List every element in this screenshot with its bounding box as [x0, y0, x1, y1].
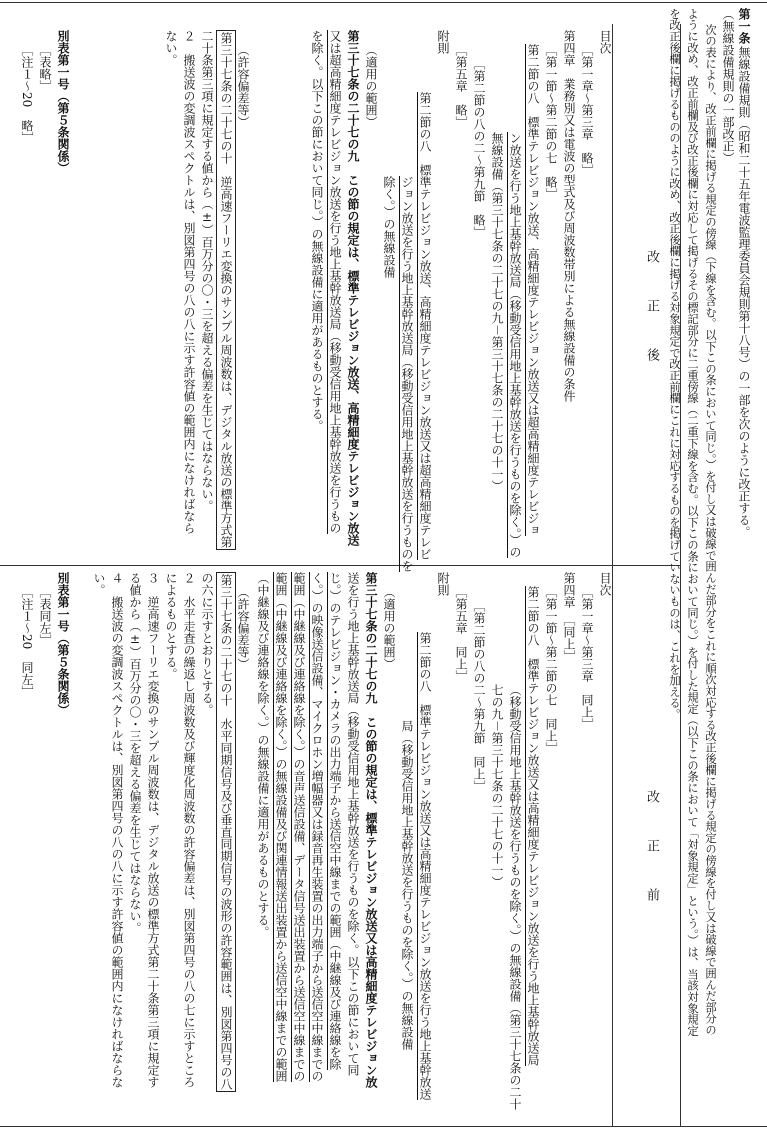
intro-line-3: を改正後欄に掲げるもののように改め、改正後欄に掲げる対象規定で改正前欄にこれに対応するものを掲げていないものは、これを加える。	[668, 8, 681, 720]
before-art-9-cont6: （中継線及び連絡線を除く。）の無線設備に適用があるものとする。	[256, 572, 270, 938]
before-appendix: 別表第一号（第５条関係）	[56, 572, 70, 716]
before-toc-chap1-3: ［第一章～第三章 同上］	[580, 586, 594, 730]
after-toc-chap5: ［第五章 略］	[454, 44, 468, 128]
before-heading-tolerance: （許容偏差等）	[236, 586, 250, 670]
after-art-10-para2-cont: ない。	[164, 30, 178, 66]
after-art-10: 第三十七条の二十七の十 逆高速フーリエ変換のサンプル周波数は、デジタル放送の標準方式第	[216, 30, 236, 550]
after-art-10-para2: ２ 搬送波の変調波スペクトルは、別図第四号の八の八に示す許容値の範囲内になければなら	[182, 30, 196, 534]
intro-line-1: 次の表により、改正前欄に掲げる規定の傍線（下線を含む。以下この条において同じ。）を付し又は破線で囲んだ部分をこれに順次対応する改正後欄に掲げる規定の傍線を付し又は破線で囲んだ部分の	[704, 24, 717, 1036]
before-art-9-cont3: く。）の映像送信設備、マイクロホン増幅器又は録音再生装置の出力端子から送信空中線までの	[310, 572, 324, 1082]
before-art-10: 第三十七条の二十七の十 水平同期信号及び垂直同期信号の波形の許容範囲は、別図第四号の八	[216, 572, 236, 1092]
header-after: 改正後	[644, 250, 659, 397]
after-appendix-notes: ［注１～20 略］	[20, 44, 34, 144]
after-toc-sec2-8: 第二節の八 標準テレビジョン放送、高精細度テレビジョン放送又は超高精細度テレビジョ	[526, 44, 540, 536]
intro-line-2: ように改め、改正前欄及び改正後欄に対応して掲げるその標記部分に二重傍線（二重下線を含む。以下この条において同じ。）を付した規定（以下この条において「対象規定」という。）は、当該対象規定	[686, 8, 699, 1037]
after-appendix: 別表第一号（第５条関係）	[56, 30, 70, 174]
before-appendix-notes: ［注１～20 同左］	[20, 586, 34, 698]
bottom-border	[0, 1126, 767, 1127]
intro-article-label: 第一条	[737, 8, 751, 44]
after-art-9-body: 第三十七条の二十七の九 この節の規定は、標準テレビジョン放送、高精細度テレビジョン放送	[346, 30, 360, 546]
after-toc-label: 目次	[598, 30, 612, 54]
after-sec-title-3: 除く。）の無線設備	[382, 176, 396, 278]
after-sec-title-2: ジョン放送を行う地上基幹放送局（移動受信用地上基幹放送を行うものを	[400, 176, 414, 572]
before-toc-chap5: ［第五章 同上］	[454, 586, 468, 682]
before-toc-sec2-8: 第二節の八 標準テレビジョン放送又は高精細度テレビジョン放送を行う地上基幹放送局	[526, 586, 540, 1066]
after-sec-title: 第二節の八 標準テレビジョン放送、高精細度テレビジョン放送又は超高精細度テレビ	[418, 92, 432, 560]
after-toc-chap1-3: ［第一章～第三章 略］	[580, 44, 594, 176]
before-art-9-cont5: 範囲（中継線及び連絡線を除く。）の無線設備及び関連情報送出装置から送信空中線までの範囲	[274, 572, 288, 1082]
table-middle-divider	[0, 565, 680, 566]
after-heading-scope: （適用の範囲）	[364, 44, 378, 128]
before-appendix-table: ［表同左］	[38, 586, 52, 646]
before-art-10-cont: の六に示すとおりとする。	[200, 572, 214, 716]
before-heading-scope: （適用の範囲）	[382, 586, 396, 670]
after-art-9-cont2: を除く。以下この節において同じ。）の無線設備に適用があるものとする。	[310, 30, 324, 432]
after-supp: 附則	[436, 30, 450, 54]
intro-title: （無線設備規則の一部改正）	[721, 8, 735, 164]
before-toc-label: 目次	[598, 572, 612, 596]
after-toc-sec2-8-2: ［第二節の八の二～第九節 略］	[472, 58, 486, 238]
before-toc-sec2-8-range: 七の九－第三十七条の二十七の十一）	[490, 684, 504, 889]
before-toc-sec1: ［第一節～第二節の七 同上］	[544, 586, 558, 754]
after-toc-chap4: 第四章 業務別又は電波の型式及び周波数帯別による無線設備の条件	[562, 30, 576, 402]
before-toc-sec2-8-cont: （移動受信用地上基幹放送を行うものを除く。）の無線設備（第三十七条の二十	[508, 684, 522, 1110]
after-art-9-cont: 又は超高精細度テレビジョン放送を行う地上基幹放送局（移動受信用地上基幹放送を行うもの	[328, 30, 342, 534]
before-art-9-cont4: 範囲（中継線及び連絡線を除く。）の音声送信設備、データ信号送出装置から送信空中線までの	[292, 572, 306, 1082]
before-art-9: 第三十七条の二十七の九 この節の規定は、標準テレビジョン放送又は高精細度テレビジョン放	[364, 572, 378, 1088]
after-toc-sec1: ［第一節～第二節の七 略］	[544, 44, 558, 200]
after-heading-tolerance: （許容偏差等）	[236, 44, 250, 128]
before-art-10-para3-cont: る値から（±）百万分の〇・三を超える偏差を生じてはならない。	[128, 572, 142, 934]
top-border	[0, 2, 767, 3]
before-art-10-para4: ４ 搬送波の変調波スペクトルは、別図第四号の八の八に示す許容値の範囲内になければならな	[110, 572, 124, 1088]
after-art-10-cont: 二十条第三項に規定する値から（±）百万分の〇・三を超える偏差を生じてはならない。	[200, 30, 214, 512]
before-art-9-cont: 送を行う地上基幹放送局（移動受信用地上基幹放送を行うものを除く。以下この節において同	[346, 572, 360, 1076]
before-toc-chap4: 第四章 ［同上］	[562, 572, 576, 662]
before-art-9-cont2: じ。）のテレビジョン・カメラの出力端子から送信空中線までの範囲（中継線及び連絡線を除	[328, 572, 342, 1070]
intro-article-text: 無線設備規則（昭和二十五年電波監理委員会規則第十八号）の一部を次のように改正する。	[737, 46, 751, 538]
before-art-10-para4-cont: い。	[92, 572, 106, 596]
after-toc-sec2-8-cont: ン放送を行う地上基幹放送局（移動受信用地上基幹放送を行うものを除く。）の	[508, 132, 522, 558]
after-toc-sec2-8-range: 無線設備（第三十七条の二十七の九－第三十七条の二十七の十一）	[490, 132, 504, 493]
before-sec-title: 第二節の八 標準テレビジョン放送又は高精細度テレビジョン放送を行う地上基幹放送	[418, 632, 432, 1100]
after-appendix-table: ［表略］	[38, 44, 52, 92]
before-supp: 附則	[436, 572, 450, 596]
after-art-9	[344, 30, 362, 546]
before-sec-title-2: 局（移動受信用地上基幹放送を行うものを除く。）の無線設備	[400, 720, 414, 1050]
before-art-10-para2-cont: によるものとする。	[164, 572, 178, 680]
before-art-10-para2: ２ 水平走査の繰返し周波数及び輝度化周波数の許容偏差は、別図第四号の八の七に示すところ	[182, 572, 196, 1088]
before-toc-sec2-8-2: ［第二節の八の二～第九節 同上］	[472, 600, 486, 792]
header-before: 改正前	[644, 790, 659, 937]
before-art-10-para3: ３ 逆高速フーリエ変換のサンプル周波数は、デジタル放送の標準方式第二十条第三項に規定す	[146, 572, 160, 1088]
